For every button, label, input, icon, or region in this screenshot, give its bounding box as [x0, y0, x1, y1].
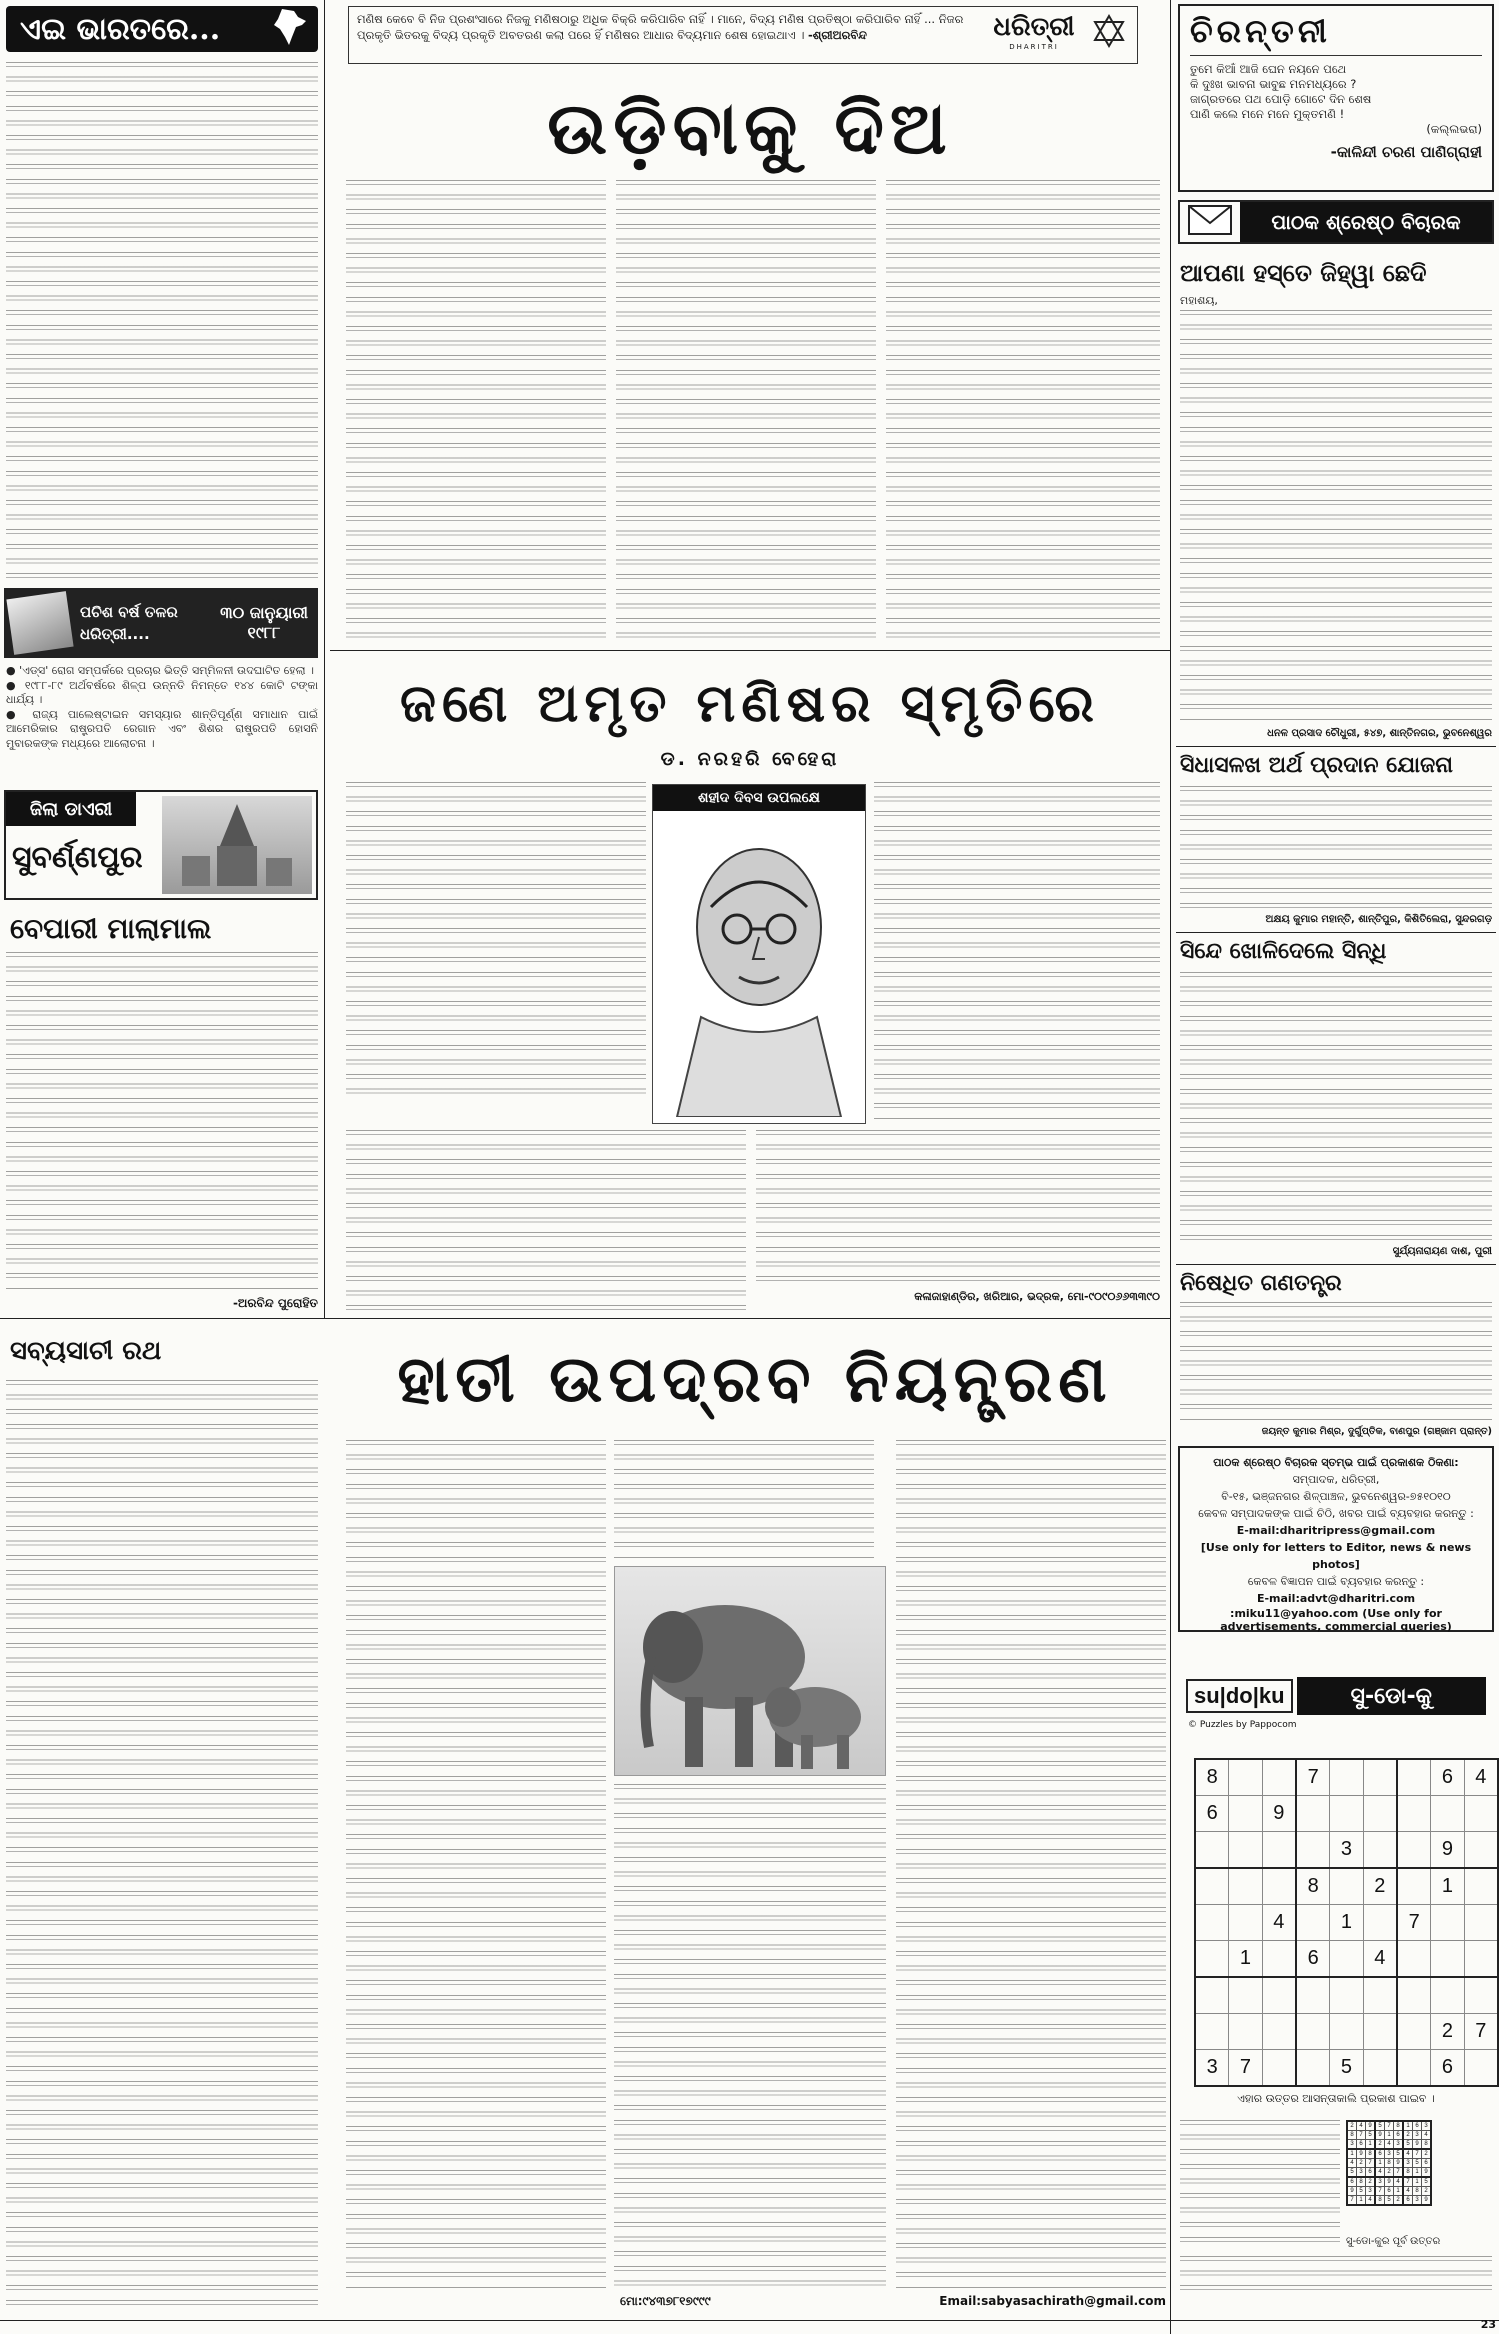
- elephant-credit: [620, 2294, 1166, 2309]
- star-of-david-icon: [1089, 11, 1129, 51]
- solution-cell: 1: [1394, 2187, 1404, 2196]
- sudoku-cell[interactable]: [1363, 1796, 1397, 1832]
- logo-text: ଧରିତ୍ରୀ: [993, 12, 1075, 42]
- gandhi-col1-bottom: [346, 1130, 746, 1310]
- sudoku-cell[interactable]: 4: [1464, 1759, 1498, 1796]
- elephant-col3: [896, 1440, 1166, 2290]
- letter1-credit: ଧନଳ ପ୍ରସାଦ ଚୌଧୁରୀ, ୫୪୭, ଶାନ୍ତିନଗର, ଭୁବନେଶ୍ୱର: [1267, 728, 1492, 739]
- sudoku-cell[interactable]: [1363, 2050, 1397, 2087]
- gandhi-portrait: [661, 817, 857, 1117]
- sudoku-cell[interactable]: 6: [1431, 1759, 1464, 1796]
- grid-row: [1347, 2187, 1431, 2196]
- poem-line: ପାଣି କଲେ ମନେ ମନେ ମୁକ୍ତମଣି !: [1190, 107, 1345, 121]
- gandhi-col3-top: [874, 782, 1160, 1122]
- sudoku-cell[interactable]: [1397, 2014, 1431, 2050]
- sudoku-cell[interactable]: [1296, 1796, 1330, 1832]
- sudoku-cell[interactable]: [1363, 2014, 1397, 2050]
- sudoku-cell[interactable]: 6: [1195, 1796, 1229, 1832]
- contact-line: [Use only for letters to Editor, news & news photos]: [1200, 1541, 1472, 1571]
- solution-cell: 4: [1366, 2196, 1376, 2206]
- sudoku-cell[interactable]: [1363, 1832, 1397, 1869]
- letter2-credit: ଅକ୍ଷୟ କୁମାର ମହାନ୍ତି, ଶାନ୍ତିପୁର, କିଶିତିଲେରା, ସୁନ୍ଦରଗଡ଼: [1265, 914, 1492, 925]
- solution-cell: 2: [1422, 2187, 1432, 2196]
- headline-elephant: ହାତୀ ଉପଦ୍ରବ ନିୟନ୍ତ୍ରଣ: [397, 1342, 1113, 1417]
- sudoku-cell[interactable]: [1229, 1759, 1262, 1796]
- solution-cell: 4: [1403, 2187, 1413, 2196]
- letter3-title: ସିନ୍ଦେ ଖୋଳିଦେଲେ ସିନ୍ଧି: [1180, 938, 1387, 964]
- solution-cell: 1: [1413, 2168, 1422, 2178]
- sudoku-cell[interactable]: [1330, 1977, 1363, 2014]
- section-tag-label: ଏଇ ଭାରତରେ...: [20, 11, 221, 47]
- district-diary-box: [4, 790, 318, 900]
- poem-title: ଚିରନ୍ତନୀ: [1190, 12, 1331, 50]
- sudoku-cell[interactable]: [1464, 1796, 1498, 1832]
- sudoku-cell[interactable]: [1397, 1796, 1431, 1832]
- sudoku-cell[interactable]: [1195, 1977, 1229, 2014]
- sudoku-cell[interactable]: 1: [1330, 1905, 1363, 1941]
- headline-gandhi: ଜଣେ ଅମୃତ ମଣିଷର ସ୍ମୃତିରେ: [400, 673, 1100, 734]
- solution-cell: 1: [1413, 2177, 1422, 2187]
- solution-cell: 6: [1394, 2131, 1404, 2140]
- sudoku-cell[interactable]: 8: [1296, 1868, 1330, 1905]
- solution-cell: 5: [1413, 2159, 1422, 2168]
- poem-line: ତୁମେ କିଆଁ ଆଜି ଘେନ ନୟନେ ପଥେ: [1190, 62, 1347, 76]
- solution-cell: 6: [1413, 2121, 1422, 2131]
- solution-cell: 7: [1413, 2149, 1422, 2159]
- sudoku-cell[interactable]: [1464, 1977, 1498, 2014]
- letter1-salute: ମହାଶୟ,: [1180, 294, 1218, 307]
- left-article-2-title: ବେପାରୀ ମାଲାମାଲ: [10, 912, 212, 945]
- anniversary-box: [4, 588, 318, 658]
- sudoku-cell[interactable]: [1363, 1977, 1397, 2014]
- elephant-col2-bottom: [614, 1784, 886, 2290]
- contact-email[interactable]: E-mail:dharitripress@gmail.com: [1236, 1524, 1436, 1537]
- section-tag: [6, 6, 318, 52]
- sudoku-cell[interactable]: [1229, 2014, 1262, 2050]
- solution-grid: [1346, 2120, 1432, 2206]
- sudoku-cell[interactable]: [1229, 1832, 1262, 1869]
- sudoku-cell[interactable]: [1195, 1941, 1229, 1978]
- sudoku-cell[interactable]: [1431, 1941, 1464, 1978]
- sudoku-cell[interactable]: [1464, 2050, 1498, 2087]
- solution-cell: 6: [1403, 2196, 1413, 2206]
- solution-cell: 1: [1347, 2149, 1357, 2159]
- center-article-1-col3: [886, 180, 1160, 640]
- solution-cell: 5: [1385, 2196, 1394, 2206]
- solution-cell: 6: [1366, 2168, 1376, 2178]
- elephant-col2-top: [614, 1440, 874, 1560]
- bullet-text: ୧୯୮୮-୮୯ ଅର୍ଥବର୍ଷରେ ଶିଳ୍ପ ଉନ୍ନତି ନିମନ୍ତେ ୧୪୪ କୋଟି ଟଙ୍କା ଧାର୍ଯ୍ୟ ।: [6, 678, 318, 707]
- solution-cell: 3: [1413, 2131, 1422, 2140]
- sudoku-grid-wrap: [1194, 1758, 1499, 2087]
- sudoku-credit: © Puzzles by Pappocom: [1188, 1720, 1297, 1730]
- sudoku-cell[interactable]: [1330, 1796, 1363, 1832]
- solution-cell: 7: [1375, 2187, 1385, 2196]
- sudoku-cell[interactable]: [1397, 2050, 1431, 2087]
- solution-cell: 6: [1357, 2140, 1366, 2150]
- contact-email[interactable]: E-mail:advt@dharitri.com: [1256, 1592, 1416, 1605]
- page-number: 23: [1480, 2318, 1496, 2331]
- grid-row: [1347, 2159, 1431, 2168]
- sudoku-title: ସୁ-ଡୋ-କୁ: [1297, 1677, 1486, 1715]
- sudoku-cell[interactable]: [1464, 1941, 1498, 1978]
- solution-cell: 1: [1366, 2140, 1376, 2150]
- diary-place: ସୁବର୍ଣ୍ଣପୁର: [12, 840, 143, 875]
- sudoku-cell[interactable]: 7: [1229, 2050, 1262, 2087]
- poem-line: (କଲ୍ଲଭରା): [1426, 122, 1482, 136]
- contact-line: ପାଠକ ଶ୍ରେଷ୍ଠ ବିଚାରକ ସ୍ତମ୍ଭ ପାଇଁ ପ୍ରକାଶକ ଠିକଣା:: [1213, 1456, 1459, 1469]
- solution-cell: 1: [1403, 2121, 1413, 2131]
- grid-row: [1195, 1832, 1498, 1869]
- sudoku-cell[interactable]: [1262, 1977, 1296, 2014]
- sudoku-cell[interactable]: [1397, 1977, 1431, 2014]
- grid-row: [1347, 2168, 1431, 2178]
- sudoku-cell[interactable]: [1296, 1977, 1330, 2014]
- contact-line: ବି-୧୫, ଭଞ୍ଜନଗର ଶିଳ୍ପାଞ୍ଚଳ, ଭୁବନେଶ୍ୱର-୭୫୧୦୧୦: [1221, 1490, 1451, 1503]
- solution-cell: 4: [1422, 2131, 1432, 2140]
- sudoku-cell[interactable]: 2: [1431, 2014, 1464, 2050]
- grid-row: [1195, 2014, 1498, 2050]
- grid-row: [1347, 2196, 1431, 2206]
- letter1-title: ଆପଣା ହସ୍ତେ ଜିହ୍ୱା ଛେଦି: [1180, 258, 1427, 287]
- letter3-body: [1180, 972, 1492, 1242]
- letter2-title: ସିଧାସଳଖ ଅର୍ଥ ପ୍ରଦାନ ଯୋଜନା: [1180, 752, 1453, 778]
- sudoku-cell[interactable]: [1195, 2014, 1229, 2050]
- anniversary-year: ୧୯୮୮: [247, 623, 281, 642]
- solution-cell: 9: [1413, 2140, 1422, 2150]
- center-article-1-col2: [616, 180, 876, 640]
- letter4-body: [1180, 1302, 1492, 1422]
- gandhi-inset: [652, 784, 866, 1124]
- contact-line: :miku11@yahoo.com (Use only for advertisements, commercial queries): [1220, 1607, 1452, 1633]
- sudoku-cell[interactable]: [1330, 1868, 1363, 1905]
- bullet-text: ରାଜ୍ୟ ପାଲେଷ୍ଟାଇନ ସମସ୍ୟାର ଶାନ୍ତିପୂର୍ଣ୍ଣ ସମାଧାନ ପାଇଁ ଆମେରିକାର ରାଷ୍ଟ୍ରପତି ରେଗାନ ଏବଂ ଶିଶର ରାଷ୍ଟ୍ରପତି ହୋସନି ମୁବାରକଙ୍କ ମଧ୍ୟରେ ଆଲୋଚନା ।: [6, 707, 318, 750]
- solution-cell: 9: [1366, 2121, 1376, 2131]
- sudoku-cell[interactable]: [1262, 1941, 1296, 1978]
- sudoku-cell[interactable]: 5: [1330, 2050, 1363, 2087]
- poem-line: ଜାଗ୍ରତରେ ପଥ ପୋଡ଼ି ଗୋଟେ ଦିନ ଶେଷ: [1190, 92, 1372, 106]
- letter4-credit: ଜୟନ୍ତ କୁମାର ମିଶ୍ର, ଦୁର୍ଗୁପ୍ତିକ, ବାଣପୁର (ଗଞ୍ଜାମ ପ୍ରାନ୍ତ): [1261, 1426, 1492, 1437]
- solution-cell: 3: [1357, 2168, 1366, 2178]
- sudoku-cell[interactable]: 7: [1397, 1905, 1431, 1941]
- list-item: ● ୧୯୮୮-୮୯ ଅର୍ଥବର୍ଷରେ ଶିଳ୍ପ ଉନ୍ନତି ନିମନ୍ତେ ୧୪୪ କୋଟି ଟଙ୍କା ଧାର୍ଯ୍ୟ ।: [6, 678, 318, 707]
- grid-row: [1195, 1905, 1498, 1941]
- solution-cell: 1: [1385, 2131, 1394, 2140]
- solution-cell: 2: [1357, 2159, 1366, 2168]
- solution-cell: 7: [1385, 2121, 1394, 2131]
- solution-cell: 7: [1394, 2168, 1404, 2178]
- sudoku-brand: su|do|ku: [1194, 1683, 1285, 1708]
- sudoku-cell[interactable]: 7: [1464, 2014, 1498, 2050]
- anniversary-title: ପଚିଶ ବର୍ଷ ତଳର ଧରିତ୍ରୀ....: [80, 603, 178, 643]
- solution-cell: 3: [1403, 2159, 1413, 2168]
- list-item: ● 'ଏଡ୍ସ' ରୋଗ ସମ୍ପର୍କରେ ପ୍ରଚାର ଭିତ୍ତି ସମ୍ମିଳନୀ ଉଦଘାଟିତ ହେଲା ।: [6, 664, 314, 677]
- solution-cell: 8: [1357, 2177, 1366, 2187]
- top-quote-box: [348, 6, 1138, 64]
- solution-cell: 6: [1385, 2187, 1394, 2196]
- sudoku-header: [1186, 1676, 1486, 1716]
- solution-cell: 1: [1357, 2196, 1366, 2206]
- sudoku-cell[interactable]: [1262, 2050, 1296, 2087]
- diary-label: ଜିଲା ଡାଏରୀ: [6, 792, 136, 826]
- sudoku-cell[interactable]: [1262, 1868, 1296, 1905]
- elephant-col1: [346, 1440, 606, 2290]
- sudoku-cell[interactable]: [1262, 1832, 1296, 1869]
- sudoku-cell[interactable]: [1296, 2014, 1330, 2050]
- solution-cell: 7: [1357, 2131, 1366, 2140]
- solution-cell: 2: [1394, 2196, 1404, 2206]
- grid-row: [1195, 1759, 1498, 1796]
- grid-row: [1195, 1868, 1498, 1905]
- letter3-credit: ସୁର୍ଯ୍ୟନାରାୟଣ ଦାଶ, ପୁରୀ: [1392, 1246, 1492, 1257]
- solution-cell: 5: [1422, 2177, 1432, 2187]
- contact-line: କେବଳ ବିଜ୍ଞାପନ ପାଇଁ ବ୍ୟବହାର କରନ୍ତୁ :: [1247, 1575, 1425, 1588]
- solution-cell: 3: [1413, 2196, 1422, 2206]
- logo-sub: DHARITRI: [1009, 43, 1059, 51]
- solution-cell: 6: [1422, 2159, 1432, 2168]
- list-item: ● ରାଜ୍ୟ ପାଲେଷ୍ଟାଇନ ସମସ୍ୟାର ଶାନ୍ତିପୂର୍ଣ୍ଣ ସମାଧାନ ପାଇଁ ଆମେରିକାର ରାଷ୍ଟ୍ରପତି ରେଗାନ ଏବଂ ଶିଶର ରାଷ୍ଟ୍ରପତି ହୋସନି ମୁବାରକଙ୍କ ମଧ୍ୟରେ ଆଲୋଚନା ।: [6, 707, 318, 750]
- sudoku-cell[interactable]: [1330, 1941, 1363, 1978]
- sudoku-cell[interactable]: [1195, 1868, 1229, 1905]
- letter4-title: ନିଷେଧିତ ଗଣତନ୍ତ୍ର: [1180, 1270, 1342, 1296]
- gandhi-col1-top: [346, 782, 646, 1102]
- solution-cell: 5: [1357, 2187, 1366, 2196]
- solution-cell: 9: [1394, 2159, 1404, 2168]
- newspaper-stack-icon: [6, 591, 73, 655]
- solution-cell: 6: [1375, 2149, 1385, 2159]
- top-quote-author: -ଶ୍ରୀଅରବିନ୍ଦ: [808, 28, 867, 42]
- gandhi-col2-bottom: [756, 1130, 1160, 1284]
- solution-cell: 4: [1403, 2149, 1413, 2159]
- solution-cell: 2: [1385, 2168, 1394, 2178]
- grid-row: [1347, 2149, 1431, 2159]
- sudoku-cell[interactable]: [1464, 1832, 1498, 1869]
- sudoku-cell[interactable]: [1431, 1905, 1464, 1941]
- headline-fly: ଉଡ଼ିବାକୁ ଦିଅ: [547, 85, 953, 170]
- solution-cell: 2: [1375, 2140, 1385, 2150]
- sudoku-cell[interactable]: [1330, 1759, 1363, 1796]
- solution-cell: 5: [1394, 2149, 1404, 2159]
- solution-cell: 8: [1403, 2168, 1413, 2178]
- sudoku-note: ଏହାର ଉତ୍ତର ଆସନ୍ତାକାଲି ପ୍ରକାଶ ପାଇବ ।: [1237, 2092, 1435, 2105]
- sudoku-cell[interactable]: [1229, 1868, 1262, 1905]
- sudoku-cell[interactable]: [1363, 1759, 1397, 1796]
- sudoku-cell[interactable]: [1464, 1905, 1498, 1941]
- solution-grid-wrap: [1346, 2120, 1432, 2206]
- sudoku-cell[interactable]: 4: [1363, 1941, 1397, 1978]
- contact-line: କେବଳ ସମ୍ପାଦକଙ୍କ ପାଇଁ ଚିଠି, ଖବର ପାଇଁ ବ୍ୟବହାର କରନ୍ତୁ :: [1198, 1507, 1474, 1520]
- poem-box: [1178, 4, 1494, 192]
- sudoku-cell[interactable]: [1330, 2014, 1363, 2050]
- solution-cell: 2: [1347, 2121, 1357, 2131]
- grid-row: [1347, 2121, 1431, 2131]
- left-article-3-title: ସବ୍ୟସାଚୀ ରଥ: [10, 1336, 162, 1366]
- anniversary-date: ୩୦ ଜାନୁୟାରୀ: [220, 603, 308, 622]
- sudoku-cell[interactable]: [1397, 1868, 1431, 1905]
- sudoku-grid[interactable]: [1194, 1758, 1499, 2087]
- sudoku-cell[interactable]: 1: [1431, 1868, 1464, 1905]
- sudoku-cell[interactable]: [1296, 2050, 1330, 2087]
- reader-banner: [1178, 200, 1494, 244]
- sudoku-cell[interactable]: 6: [1431, 2050, 1464, 2087]
- grid-row: [1195, 1941, 1498, 1978]
- solution-cell: 2: [1403, 2131, 1413, 2140]
- solution-cell: 2: [1422, 2149, 1432, 2159]
- left-article-3-body: [6, 1380, 318, 2310]
- solution-cell: 9: [1385, 2177, 1394, 2187]
- solution-cell: 9: [1422, 2196, 1432, 2206]
- solution-cell: 7: [1347, 2196, 1357, 2206]
- solution-cell: 9: [1422, 2168, 1432, 2178]
- solution-cell: 3: [1422, 2121, 1432, 2131]
- sudoku-cell[interactable]: [1229, 1977, 1262, 2014]
- bullet-text: 'ଏଡ୍ସ' ରୋଗ ସମ୍ପର୍କରେ ପ୍ରଚାର ଭିତ୍ତି ସମ୍ମିଳନୀ ଉଦଘାଟିତ ହେଲା ।: [19, 664, 314, 677]
- india-map-icon: [272, 7, 308, 51]
- solution-cell: 1: [1375, 2159, 1385, 2168]
- temple-photo: [162, 796, 312, 894]
- elephant-photo: [614, 1566, 886, 1776]
- letter2-body: [1180, 786, 1492, 910]
- solution-cell: 8: [1347, 2131, 1357, 2140]
- solution-cell: 8: [1422, 2140, 1432, 2150]
- sudoku-cell[interactable]: [1195, 1832, 1229, 1869]
- sudoku-cell[interactable]: 3: [1330, 1832, 1363, 1869]
- solution-cell: 3: [1347, 2140, 1357, 2150]
- poem-author: -କାଳିନ୍ଦୀ ଚରଣ ପାଣିଗ୍ରାହୀ: [1330, 143, 1482, 161]
- sudoku-cell[interactable]: [1229, 1796, 1262, 1832]
- sudoku-cell[interactable]: [1195, 1905, 1229, 1941]
- solution-cell: 8: [1375, 2196, 1385, 2206]
- solution-cell: 4: [1357, 2121, 1366, 2131]
- solution-cell: 4: [1375, 2168, 1385, 2178]
- solution-cell: 2: [1366, 2177, 1376, 2187]
- solution-cell: 5: [1347, 2168, 1357, 2178]
- sudoku-cell[interactable]: [1363, 1905, 1397, 1941]
- poem-line: କି ଦୁଃଖ ଭାବନା ଭାବୁଛ ମନମଧ୍ୟରେ ?: [1190, 77, 1357, 91]
- top-quote: ମଣିଷ କେବେ ବି ନିଜ ପ୍ରଶଂସାରେ ନିଜକୁ ମଣିଷଠାରୁ ଅଧିକ ବିକ୍ରି କରିପାରିବ ନାହିଁ । ମାନେ, ବିଦ୍ୟ ମଣିଷ ପ୍ରତିଷ୍ଠା କରିପାରିବ ନାହିଁ ... ନିଜର ପ୍ରକୃତି ଭିତରକୁ ବିଦ୍ୟ ପ୍ରକୃତି ଅବତରଣ କଲା ପରେ ହିଁ ମଣିଷର ଆଧାର ବିଦ୍ୟମାନ ଶେଷ ହୋଇଥାଏ ।: [357, 12, 964, 42]
- solution-cell: 4: [1385, 2140, 1394, 2150]
- sudoku-cell[interactable]: [1397, 1941, 1431, 1978]
- contact-line: ସମ୍ପାଦକ, ଧରିତ୍ରୀ,: [1292, 1473, 1380, 1486]
- solution-cell: 8: [1413, 2187, 1422, 2196]
- sudoku-cell[interactable]: [1262, 2014, 1296, 2050]
- sudoku-cell[interactable]: [1296, 1905, 1330, 1941]
- sudoku-cell[interactable]: 6: [1296, 1941, 1330, 1978]
- sudoku-cell[interactable]: 3: [1195, 2050, 1229, 2087]
- sudoku-cell[interactable]: [1262, 1759, 1296, 1796]
- solution-cell: 7: [1403, 2177, 1413, 2187]
- newspaper-logo: [989, 11, 1079, 51]
- credit-email: Email:sabyasachirath@gmail.com: [939, 2294, 1166, 2308]
- grid-row: [1347, 2131, 1431, 2140]
- sudoku-cell[interactable]: [1397, 1759, 1431, 1796]
- anniversary-bullets: [6, 664, 318, 782]
- solution-cell: 9: [1375, 2131, 1385, 2140]
- envelope-icon: [1188, 205, 1232, 239]
- solution-cell: 9: [1347, 2187, 1357, 2196]
- gandhi-credit: କଳାଜାହାଣ୍ଡିର, ଖରିଆର, ଭଦ୍ରକ, ମୋ-୯୦୯୦୬୬୩୩୯୦: [914, 1290, 1160, 1303]
- solution-cell: 5: [1375, 2121, 1385, 2131]
- grid-row: [1195, 1796, 1498, 1832]
- grid-row: [1195, 1977, 1498, 2014]
- sudoku-cell[interactable]: [1229, 1905, 1262, 1941]
- left-article-1-body: [6, 62, 318, 582]
- sudoku-cell[interactable]: [1296, 1832, 1330, 1869]
- solution-cell: 4: [1347, 2159, 1357, 2168]
- credit-phone: ମୋ:୯୪୩୭୮୧୭୯୯୯: [620, 2294, 711, 2308]
- grid-row: [1347, 2177, 1431, 2187]
- solution-label: ସୁ-ଡୋ-କୁର ପୂର୍ବ ଉତ୍ତର: [1346, 2236, 1441, 2247]
- sudoku-cell[interactable]: 8: [1195, 1759, 1229, 1796]
- grid-row: [1195, 2050, 1498, 2087]
- grid-row: [1347, 2140, 1431, 2150]
- reader-title: ପାଠକ ଶ୍ରେଷ୍ଠ ବିଚାରକ: [1240, 202, 1492, 242]
- solution-cell: 3: [1394, 2140, 1404, 2150]
- solution-cell: 9: [1357, 2149, 1366, 2159]
- solution-cell: 3: [1366, 2187, 1376, 2196]
- sudoku-cell[interactable]: 4: [1262, 1905, 1296, 1941]
- sudoku-cell[interactable]: [1397, 1832, 1431, 1869]
- sudoku-cell[interactable]: [1464, 1868, 1498, 1905]
- center-article-1-col1: [346, 180, 606, 640]
- byline-gandhi: ଡ. ନରହରି ବେହେରା: [660, 748, 840, 770]
- solution-text: [1180, 2120, 1340, 2250]
- solution-cell: 5: [1403, 2140, 1413, 2150]
- solution-cell: 3: [1375, 2177, 1385, 2187]
- sudoku-cell[interactable]: 7: [1296, 1759, 1330, 1796]
- sudoku-cell[interactable]: [1431, 1977, 1464, 2014]
- left-article-2-body: [6, 952, 318, 1292]
- inset-caption: ଶହୀଦ ଦିବସ ଉପଲକ୍ଷେ: [653, 785, 865, 811]
- sudoku-cell[interactable]: 1: [1229, 1941, 1262, 1978]
- sudoku-cell[interactable]: 9: [1431, 1832, 1464, 1869]
- solution-cell: 7: [1366, 2159, 1376, 2168]
- sudoku-cell[interactable]: 2: [1363, 1868, 1397, 1905]
- solution-footer: [1180, 2256, 1492, 2300]
- solution-cell: 8: [1385, 2159, 1394, 2168]
- letter1-body: [1180, 310, 1492, 722]
- sudoku-cell[interactable]: [1431, 1796, 1464, 1832]
- solution-cell: 4: [1394, 2177, 1404, 2187]
- left-article-2-credit: -ଅରବିନ୍ଦ ପୁରୋହିତ: [232, 1296, 318, 1310]
- solution-cell: 3: [1385, 2149, 1394, 2159]
- solution-cell: 8: [1366, 2149, 1376, 2159]
- contact-box: [1178, 1446, 1494, 1632]
- solution-cell: 8: [1394, 2121, 1404, 2131]
- solution-cell: 5: [1366, 2131, 1376, 2140]
- solution-cell: 6: [1347, 2177, 1357, 2187]
- sudoku-cell[interactable]: 9: [1262, 1796, 1296, 1832]
